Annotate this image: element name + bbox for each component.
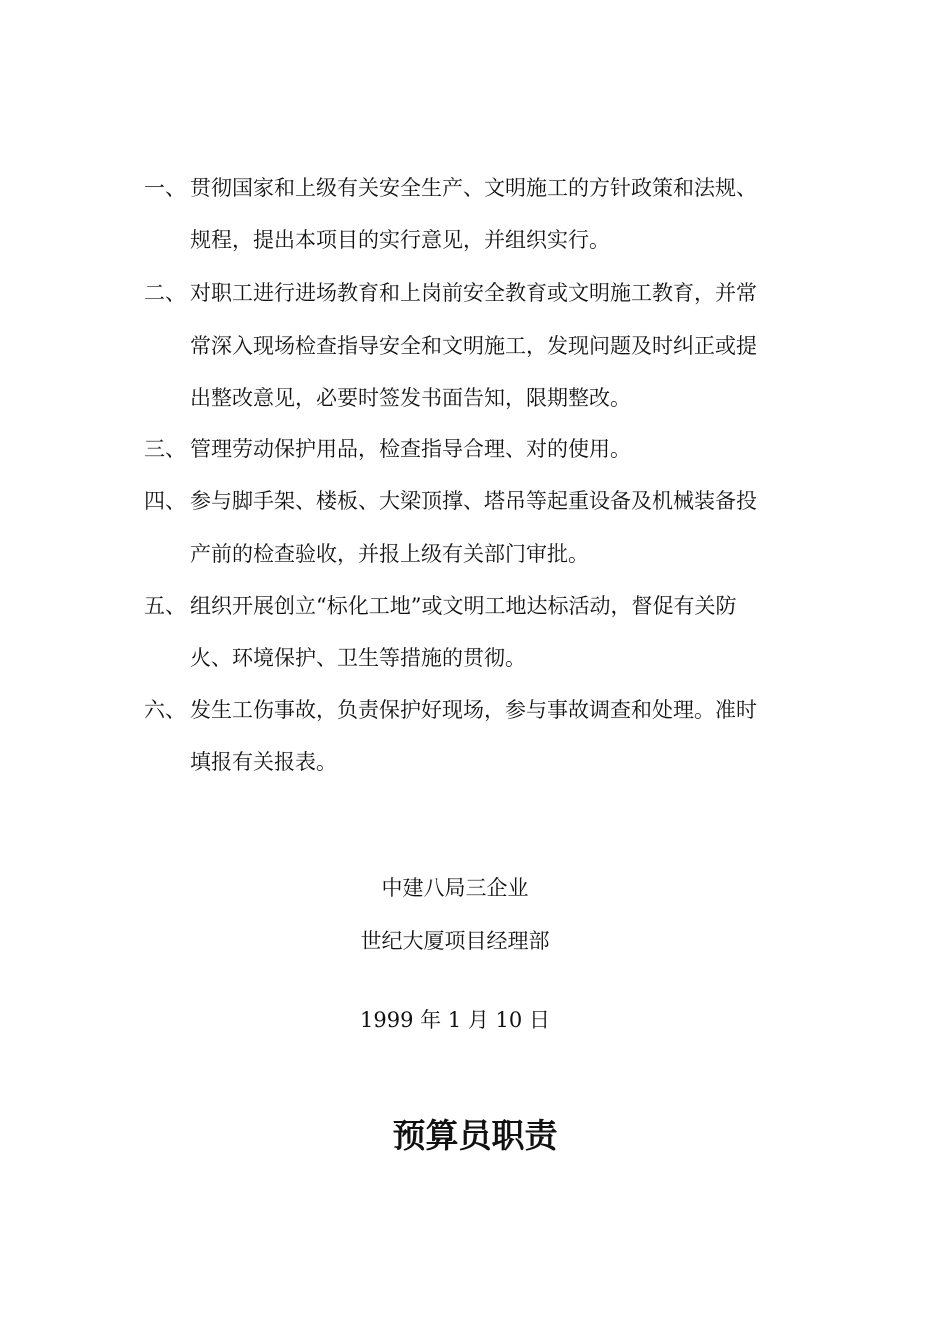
item-text-line: 贯彻国家和上级有关安全生产、文明施工的方针政策和法规、 xyxy=(190,176,757,200)
item-text-line: 管理劳动保护用品，检查指导合理、对的使用。 xyxy=(190,437,631,461)
item-text-line: 对职工进行进场教育和上岗前安全教育或文明施工教育，并常 xyxy=(190,281,757,305)
item-marker: 四、 xyxy=(144,489,186,513)
item-marker: 二、 xyxy=(144,281,186,305)
signature-dept: 世纪大厦项目经理部 xyxy=(360,929,550,953)
section-title: 预算员职责 xyxy=(392,1116,558,1155)
item-text-line: 产前的检查验收，并报上级有关部门审批。 xyxy=(190,542,589,566)
item-marker: 五、 xyxy=(144,594,186,618)
item-text-line: 火、环境保护、卫生等措施的贯彻。 xyxy=(190,646,526,670)
item-text-line: 出整改意见，必要时签发书面告知，限期整改。 xyxy=(190,386,631,410)
item-text-line: 规程，提出本项目的实行意见，并组织实行。 xyxy=(190,228,610,252)
item-marker: 三、 xyxy=(144,437,186,461)
item-text-line: 填报有关报表。 xyxy=(190,750,337,774)
item-text-line: 组织开展创立“标化工地”或文明工地达标活动，督促有关防 xyxy=(190,594,737,618)
item-marker: 一、 xyxy=(144,176,186,200)
item-text-line: 常深入现场检查指导安全和文明施工，发现问题及时纠正或提 xyxy=(190,334,757,358)
item-text-line: 参与脚手架、楼板、大梁顶撑、塔吊等起重设备及机械装备投 xyxy=(190,489,757,513)
signature-org: 中建八局三企业 xyxy=(381,876,529,900)
item-marker: 六、 xyxy=(144,698,186,722)
signature-date: 1999 年 1 月 10 日 xyxy=(360,1008,550,1032)
item-text-line: 发生工伤事故，负责保护好现场，参与事故调查和处理。准时 xyxy=(190,698,757,722)
